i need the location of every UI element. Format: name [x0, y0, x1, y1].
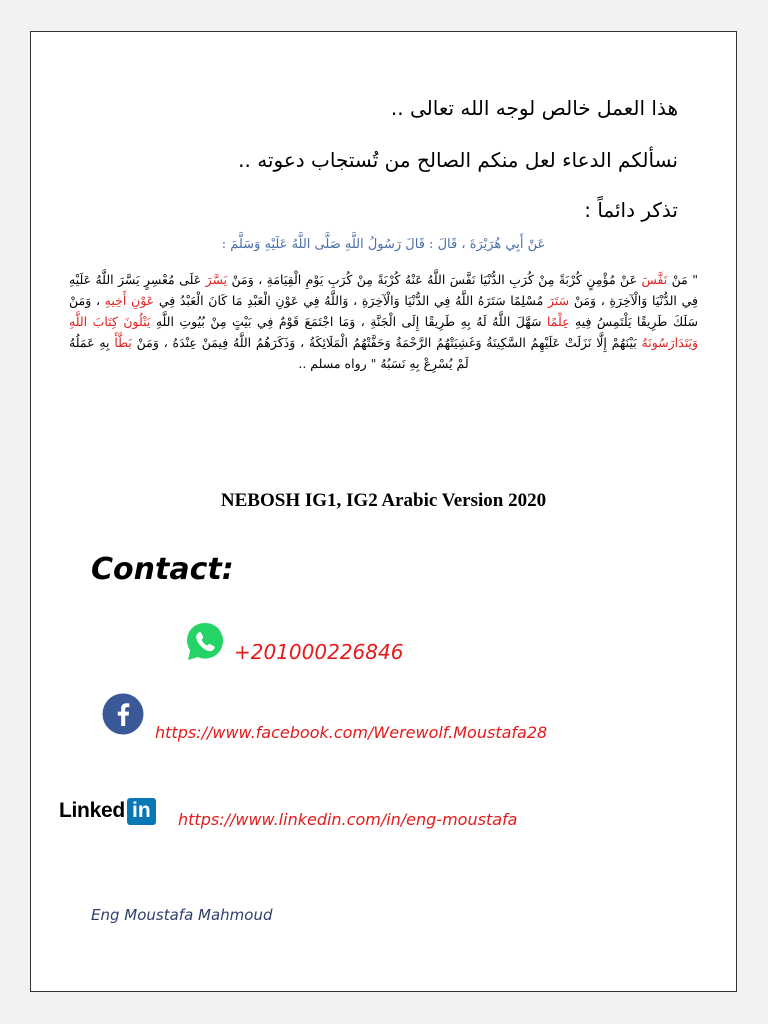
facebook-link[interactable]: https://www.facebook.com/Werewolf.Moustafa28	[155, 723, 548, 742]
hadith-highlight: يَسَّرَ	[205, 272, 228, 287]
hadith-text	[69, 269, 698, 374]
dedication-line: هذا العمل خالص لوجه الله تعالى ..	[390, 96, 678, 120]
prayer-request-line: نسألكم الدعاء لعل منكم الصالح من تُستجاب دعوته ..	[238, 148, 678, 172]
hadith-highlight: نَفَّسَ	[641, 272, 668, 287]
document-page	[30, 31, 737, 992]
document-title: NEBOSH IG1, IG2 Arabic Version 2020	[220, 490, 547, 511]
hadith-part: مُسْلِمًا سَتَرَهُ اللَّهُ فِي الدُّنْيَا وَالْآخِرَةِ ، وَاللَّهُ فِي عَوْنِ الْعَبْدِ مَا كَانَ الْعَبْدُ فِي	[154, 293, 548, 308]
hadith-part: ، وَمَنْ سَلَكَ طَرِيقًا يَلْتَمِسُ فِيهِ	[69, 293, 698, 329]
contact-heading: Contact:	[91, 552, 234, 587]
hadith-part: عَلَى مُعْسِرٍ يَسَّرَ اللَّهُ عَلَيْهِ فِي الدُّنْيَا وَالْآخِرَةِ ، وَمَنْ	[69, 272, 698, 308]
hadith-narrator: عَنْ أَبِي هُرَيْرَةَ ، قَالَ : قَالَ رَسُولُ اللَّهِ صَلَّى اللَّهُ عَلَيْهِ وَسَلَّمَ :	[221, 237, 546, 252]
hadith-highlight: بَطَّأَ	[114, 335, 132, 350]
phone-number[interactable]: +201000226846	[234, 640, 404, 664]
hadith-part: بِهِ عَمَلُهُ لَمْ يُسْرِعْ بِهِ نَسَبُهُ " رواه مسلم ..	[69, 335, 469, 371]
whatsapp-icon	[185, 621, 225, 663]
author-name: Eng Moustafa Mahmoud	[91, 906, 273, 924]
linkedin-logo-in: in	[127, 798, 156, 825]
facebook-icon	[102, 693, 144, 735]
hadith-highlight: عَوْنِ أَخِيهِ	[104, 293, 155, 308]
hadith-part: عَنْ مُؤْمِنٍ كُرْبَةً مِنْ كُرَبِ الدُّنْيَا نَفَّسَ اللَّهُ عَنْهُ كُرْبَةً مِنْ كُرَبِ يَوْمِ الْقِيَامَةِ ، وَمَنْ	[227, 272, 642, 287]
hadith-highlight: يَتْلُونَ كِتَابَ اللَّهِ وَيَتَدَارَسُونَهُ	[69, 314, 698, 350]
remember-line: تذكر دائماً :	[584, 198, 678, 222]
hadith-part: سَهَّلَ اللَّهُ لَهُ بِهِ طَرِيقًا إِلَى الْجَنَّةِ ، وَمَا اجْتَمَعَ قَوْمٌ فِي بَيْتٍ مِنْ بُيُوتِ اللَّهِ	[150, 314, 547, 329]
hadith-highlight: سَتَرَ	[547, 293, 570, 308]
linkedin-link[interactable]: https://www.linkedin.com/in/eng-moustafa	[178, 810, 518, 829]
linkedin-logo	[59, 796, 156, 826]
hadith-highlight: عِلْمًا	[546, 314, 570, 329]
linkedin-logo-text: Linked	[59, 799, 125, 822]
hadith-part: بَيْنَهُمْ إِلَّا نَزَلَتْ عَلَيْهِمُ السَّكِينَةُ وَغَشِيَتْهُمُ الرَّحْمَةُ وَحَفَّتْهُمُ الْمَلَائِكَةُ ، وَذَكَرَهُمُ اللَّهُ فِيمَنْ عِنْدَهُ ، وَمَنْ	[131, 335, 642, 350]
hadith-part: " مَنْ	[667, 272, 698, 287]
